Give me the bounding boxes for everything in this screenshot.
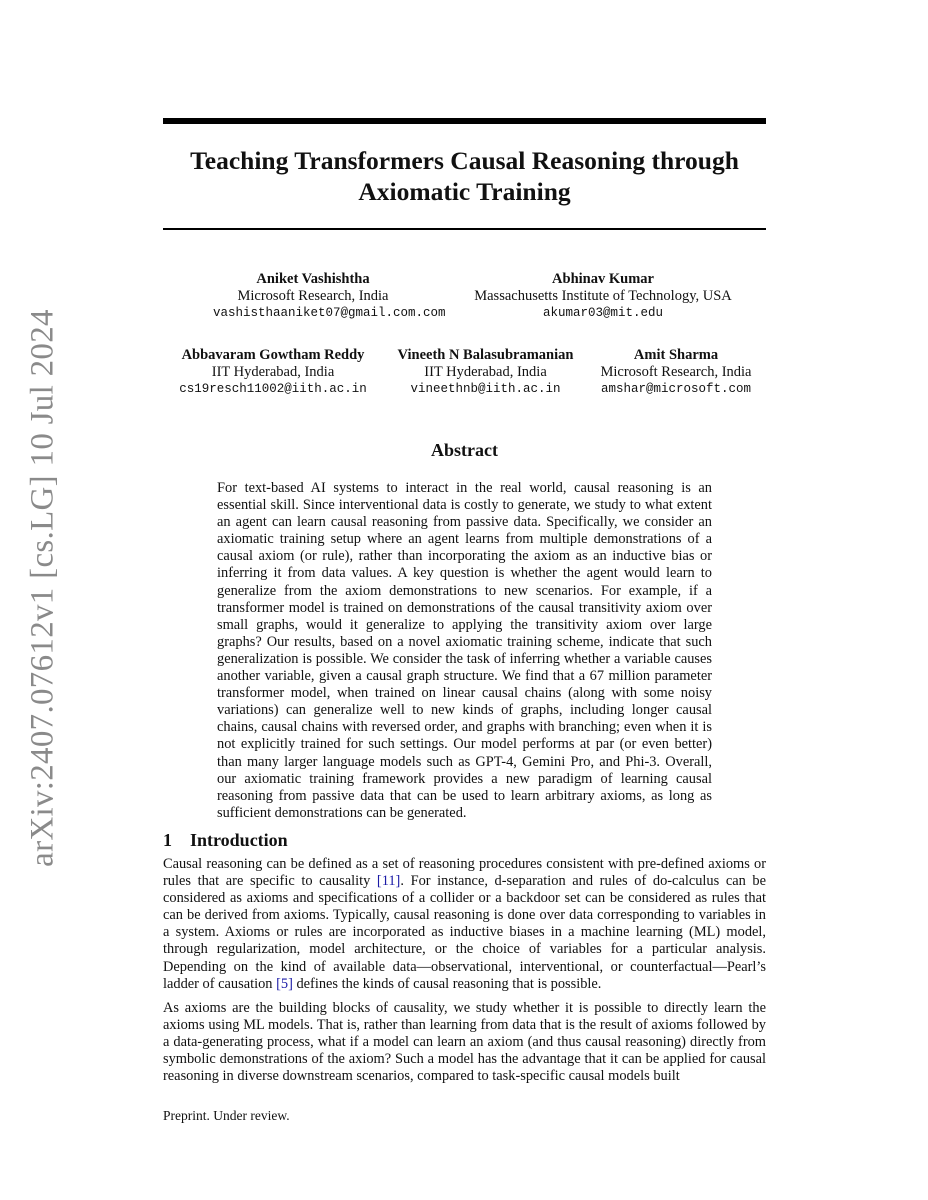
text-run: defines the kinds of causal reasoning that is possible. [292, 975, 602, 992]
author-name: Aniket Vashishtha [256, 271, 370, 287]
author-block [388, 347, 583, 398]
preprint-footer: Preprint. Under review. [163, 1108, 290, 1123]
author-affiliation: Massachusetts Institute of Technology, USA [474, 288, 732, 304]
section-number: 1 [163, 830, 172, 850]
author-affiliation: IIT Hyderabad, India [424, 364, 547, 380]
text-run: . For instance, d-separation and rules of do-calculus can be considered as axioms and specifications of a collider or a backdoor set can be considered as rules that can be derived from axioms. Typically, causal reasoning is done over data corresponding to variables in a system. Axioms or rules are incorporated as inductive biases in a machine learning (ML) model, through regularization, model architecture, or the choice of variables for a particular analysis. Depending on the kind of available data—observational, interventional, or counterfactual—Pearl’s ladder of causation [163, 873, 766, 992]
citation-link[interactable]: [5] [276, 975, 293, 992]
author-affiliation: IIT Hyderabad, India [211, 364, 335, 380]
author-block [173, 347, 373, 398]
author-email[interactable]: vashisthaaniket07@gmail.com.com [213, 306, 446, 320]
author-affiliation: Microsoft Research, India [237, 288, 389, 304]
author-block [213, 271, 446, 322]
title-top-rule [163, 118, 766, 124]
author-block [590, 347, 762, 398]
author-affiliation: Microsoft Research, India [600, 364, 752, 380]
citation-link[interactable]: [11] [376, 873, 401, 890]
author-email[interactable]: vineethnb@iith.ac.in [410, 382, 561, 396]
author-name: Abhinav Kumar [552, 271, 654, 287]
title-bottom-rule [163, 228, 766, 230]
text-run: Causal reasoning can be defined as a set of reasoning procedures consistent with pre-defined axioms or rules that are specific to causality [163, 856, 766, 890]
abstract-text: For text-based AI systems to interact in the real world, causal reasoning is an essential skill. Since interventional data is costly to generate, we study to what extent an agent can learn causal reasoning from passive data. Specifically, we consider an axiomatic training setup where an agent learns from multiple demonstrations of a causal axiom (or rule), rather than incorporating the axiom as an inductive bias or inferring it from data values. A key question is whether the agent would learn to generalize from the axiom demonstrations to new scenarios. For example, if a transformer model is trained on demonstrations of the causal transitivity axiom over small graphs, would it generalize to applying the transitivity axiom over large graphs? Our results, based on a novel axiomatic training scheme, indicate that such generalization is possible. We consider the task of inferring whether a variable causes another variable, given a causal graph structure. We find that a 67 million parameter transformer model, when trained on linear causal chains (along with some noisy variations) can generalize well to new kinds of graphs, including longer causal chains, causal chains with reversed order, and graphs with branching; even when it is not explicitly trained for such settings. Our model performs at par (or even better) than many larger language models such as GPT-4, Gemini Pro, and Phi-3. Overall, our axiomatic training framework provides a new paradigm of learning causal reasoning from passive data that can be used to learn arbitrary axioms, as long as sufficient demonstrations can be generated. [217, 480, 712, 821]
author-email[interactable]: amshar@microsoft.com [600, 382, 752, 396]
intro-paragraph-1 [163, 856, 766, 993]
author-block [468, 271, 738, 322]
author-name: Vineeth N Balasubramanian [397, 347, 574, 363]
author-name: Abbavaram Gowtham Reddy [181, 347, 365, 363]
intro-paragraph-2: As axioms are the building blocks of causality, we study whether it is possible to directly learn the axioms using ML models. That is, rather than learning from data that is the result of axioms followed by a data-generating process, what if a model can learn an axiom (and thus causal reasoning) directly from symbolic demonstrations of the axiom? Such a model has the advantage that it can be applied for causal reasoning in diverse downstream scenarios, compared to task-specific causal models built [163, 1000, 766, 1085]
abstract-heading: Abstract [431, 440, 498, 460]
author-email[interactable]: akumar03@mit.edu [542, 306, 664, 320]
paper-title: Teaching Transformers Causal Reasoning through Axiomatic Training [190, 146, 739, 206]
author-email[interactable]: cs19resch11002@iith.ac.in [179, 382, 367, 396]
arxiv-side-stamp [15, 308, 70, 867]
section-title: Introduction [190, 830, 288, 850]
author-name: Amit Sharma [633, 347, 719, 363]
arxiv-identifier: arXiv:2407.07612v1 [cs.LG] 10 Jul 2024 [24, 308, 60, 867]
section-heading [163, 830, 288, 851]
